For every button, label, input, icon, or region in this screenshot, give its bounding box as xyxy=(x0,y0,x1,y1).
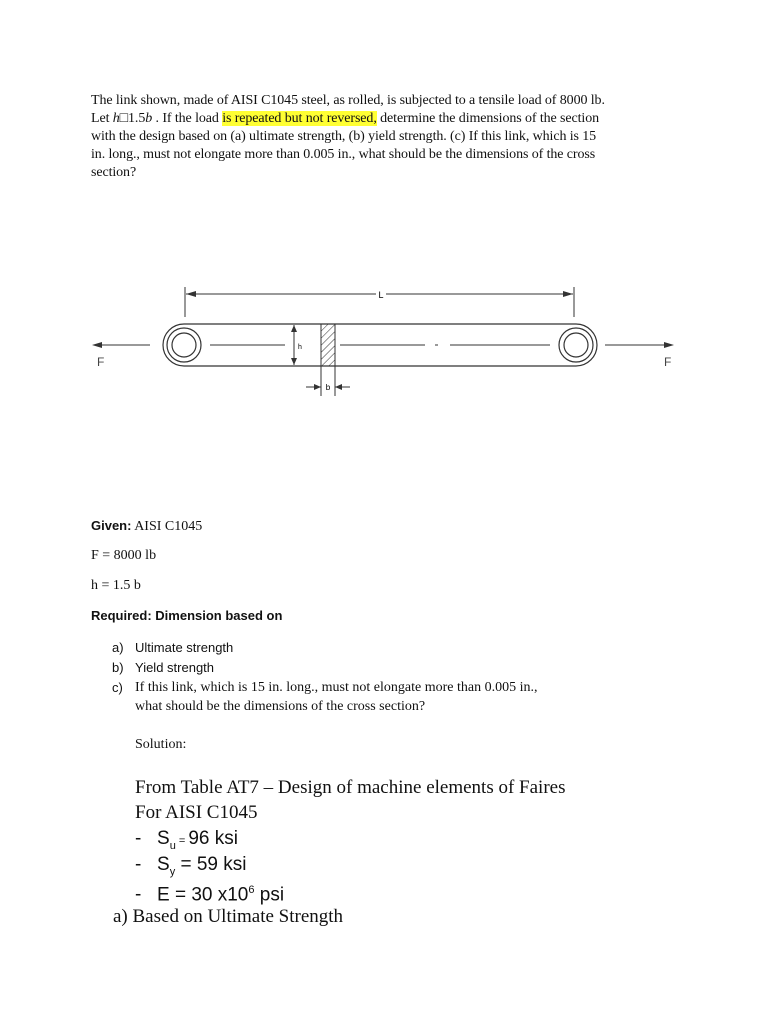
required-label: Required: xyxy=(91,608,152,623)
modulus-value: - E = 30 $x10^6$ psi xyxy=(135,884,285,906)
ultimate-strength-value: - $S_u = 96$ ksi xyxy=(135,828,238,852)
list-item-text: If this link, which is 15 in. long., must not elongate more than 0.005 in., what should be the dimensions of the cross section? xyxy=(135,680,538,714)
list-item-letter: a) xyxy=(112,640,124,655)
solution-source-line: From Table AT7 – Design of machine elements of Faires xyxy=(135,777,566,798)
list-item-letter: c) xyxy=(112,680,123,695)
width-label: b xyxy=(325,383,331,392)
width-dimension xyxy=(306,366,350,396)
force-label-right: F xyxy=(664,355,672,369)
math-relation: □1.5 xyxy=(119,111,146,126)
list-item xyxy=(112,638,612,658)
prop-subscript: y xyxy=(169,865,176,878)
math-b: b xyxy=(145,111,153,126)
list-item xyxy=(112,658,612,678)
problem-text-2: . If the load xyxy=(152,111,223,126)
list-item-text: Yield strength xyxy=(135,660,215,675)
required-heading xyxy=(91,608,282,624)
list-item-text: Ultimate strength xyxy=(135,640,234,655)
math-h: h xyxy=(112,111,120,126)
height-dimension xyxy=(290,324,302,366)
height-label: h xyxy=(298,344,302,351)
section-heading-a: a) Based on Ultimate Strength xyxy=(113,906,344,927)
problem-statement xyxy=(91,92,611,182)
given-material-row xyxy=(91,517,691,547)
cross-section xyxy=(321,324,335,366)
required-text: Dimension based on xyxy=(151,608,283,623)
length-label: L xyxy=(378,290,384,300)
modulus-prefix: E = 30 x10 xyxy=(157,884,249,906)
prop-equals: = xyxy=(175,854,197,875)
prop-symbol: S xyxy=(157,854,170,875)
left-pin-hole xyxy=(167,328,201,362)
list-item-letter: b) xyxy=(112,660,124,675)
link-diagram xyxy=(80,282,690,407)
modulus-unit: psi xyxy=(254,884,285,906)
right-pin-hole xyxy=(559,328,593,362)
problem-text-3: determine the dimensions of the section with the design based on (a) ultimate strength, (b) yield strength. (c) If this link, which is 15 in. long., must not elongate more than 0.005 in., what should be the dimensions of the cross section? xyxy=(91,111,600,180)
solution-label: Solution: xyxy=(135,737,187,752)
solution-material-line: For AISI C1045 xyxy=(135,802,258,823)
highlighted-text: is repeated but not reversed, xyxy=(222,111,377,126)
given-relation: h = 1.5 b xyxy=(91,578,141,593)
length-dimension xyxy=(185,287,574,317)
link-diagram-svg xyxy=(80,282,690,407)
prop-value: 96 ksi xyxy=(188,828,238,849)
problem-text-1: The link shown, made of AISI C1045 steel, as rolled, is subjected to a tensile load of 8000 lb. Let xyxy=(91,93,605,126)
prop-value: 59 ksi xyxy=(196,854,247,875)
force-label-left: F xyxy=(97,355,105,369)
modulus-exponent: 6 xyxy=(248,884,255,896)
yield-strength-value: - $S_y = 59$ ksi xyxy=(135,854,247,878)
given-material: AISI C1045 xyxy=(131,519,203,534)
prop-subscript: u xyxy=(169,839,176,852)
required-list xyxy=(112,638,612,716)
given-section xyxy=(91,517,691,607)
list-item xyxy=(112,678,612,716)
given-force: F = 8000 lb xyxy=(91,548,157,563)
given-label: Given: xyxy=(91,518,132,533)
prop-equals: = xyxy=(175,835,189,847)
prop-symbol: S xyxy=(157,828,170,849)
